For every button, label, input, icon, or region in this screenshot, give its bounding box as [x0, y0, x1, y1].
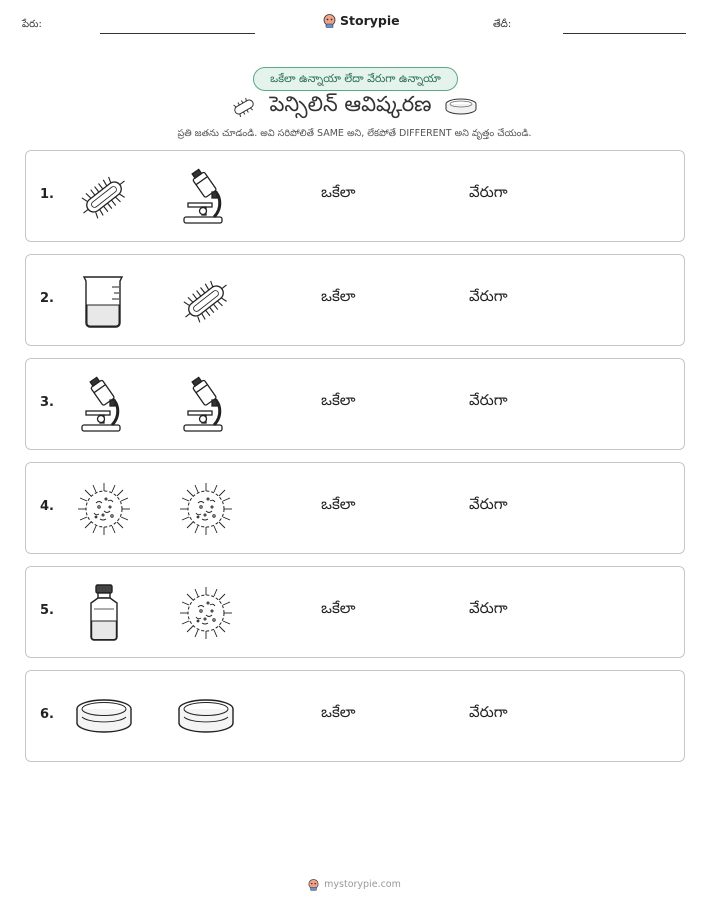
petri-dish-icon: [74, 687, 134, 747]
question-card: [25, 358, 685, 450]
mold-icon: [74, 479, 134, 539]
footer: [0, 878, 709, 891]
different-option[interactable]: వేరుగా: [469, 183, 508, 201]
vial-icon: [74, 583, 134, 643]
different-option[interactable]: వేరుగా: [469, 599, 508, 617]
question-number: 3.: [40, 395, 54, 410]
different-option[interactable]: వేరుగా: [469, 287, 508, 305]
brand-name: Storypie: [340, 13, 400, 28]
different-option[interactable]: వేరుగా: [469, 391, 508, 409]
same-option[interactable]: ఒకేలా: [321, 495, 356, 513]
question-card: [25, 670, 685, 762]
microscope-icon: [74, 375, 134, 435]
microscope-icon: [176, 167, 236, 227]
name-label: పేరు:: [22, 19, 42, 30]
name-field[interactable]: [100, 33, 255, 34]
page-title: పెన్సిలిన్ ఆవిష్కరణ: [269, 92, 432, 116]
question-number: 1.: [40, 187, 54, 202]
same-option[interactable]: ఒకేలా: [321, 183, 356, 201]
question-number: 5.: [40, 603, 54, 618]
petri-dish-icon: [444, 96, 478, 118]
different-option[interactable]: వేరుగా: [469, 703, 508, 721]
different-option[interactable]: వేరుగా: [469, 495, 508, 513]
question-number: 2.: [40, 291, 54, 306]
question-card: [25, 462, 685, 554]
question-card: [25, 566, 685, 658]
question-card: [25, 150, 685, 242]
bacteria-icon: [176, 271, 236, 331]
same-option[interactable]: ఒకేలా: [321, 599, 356, 617]
storypie-mascot-icon: [323, 13, 336, 28]
same-option[interactable]: ఒకేలా: [321, 391, 356, 409]
question-number: 6.: [40, 707, 54, 722]
footer-url: mystorypie.com: [324, 879, 401, 890]
beaker-icon: [74, 271, 134, 331]
date-label: తేదీ:: [493, 19, 512, 30]
same-option[interactable]: ఒకేలా: [321, 287, 356, 305]
microscope-icon: [176, 375, 236, 435]
question-card: [25, 254, 685, 346]
mold-icon: [176, 479, 236, 539]
question-number: 4.: [40, 499, 54, 514]
bacteria-icon: [74, 167, 134, 227]
brand-logo: [323, 13, 400, 28]
petri-dish-icon: [176, 687, 236, 747]
worksheet-type-badge: ఒకేలా ఉన్నాయా లేదా వేరుగా ఉన్నాయా: [253, 67, 458, 91]
worksheet-header: [0, 12, 709, 38]
instructions: ప్రతి జతను చూడండి. అవి సరిపోలితే SAME అని, లేకపోతే DIFFERENT అని వృత్తం చేయండి.: [177, 128, 532, 139]
same-option[interactable]: ఒకేలా: [321, 703, 356, 721]
bacteria-icon: [231, 97, 257, 117]
mold-icon: [176, 583, 236, 643]
title-row: [0, 92, 709, 122]
date-field[interactable]: [563, 33, 686, 34]
storypie-mascot-icon: [308, 878, 319, 891]
